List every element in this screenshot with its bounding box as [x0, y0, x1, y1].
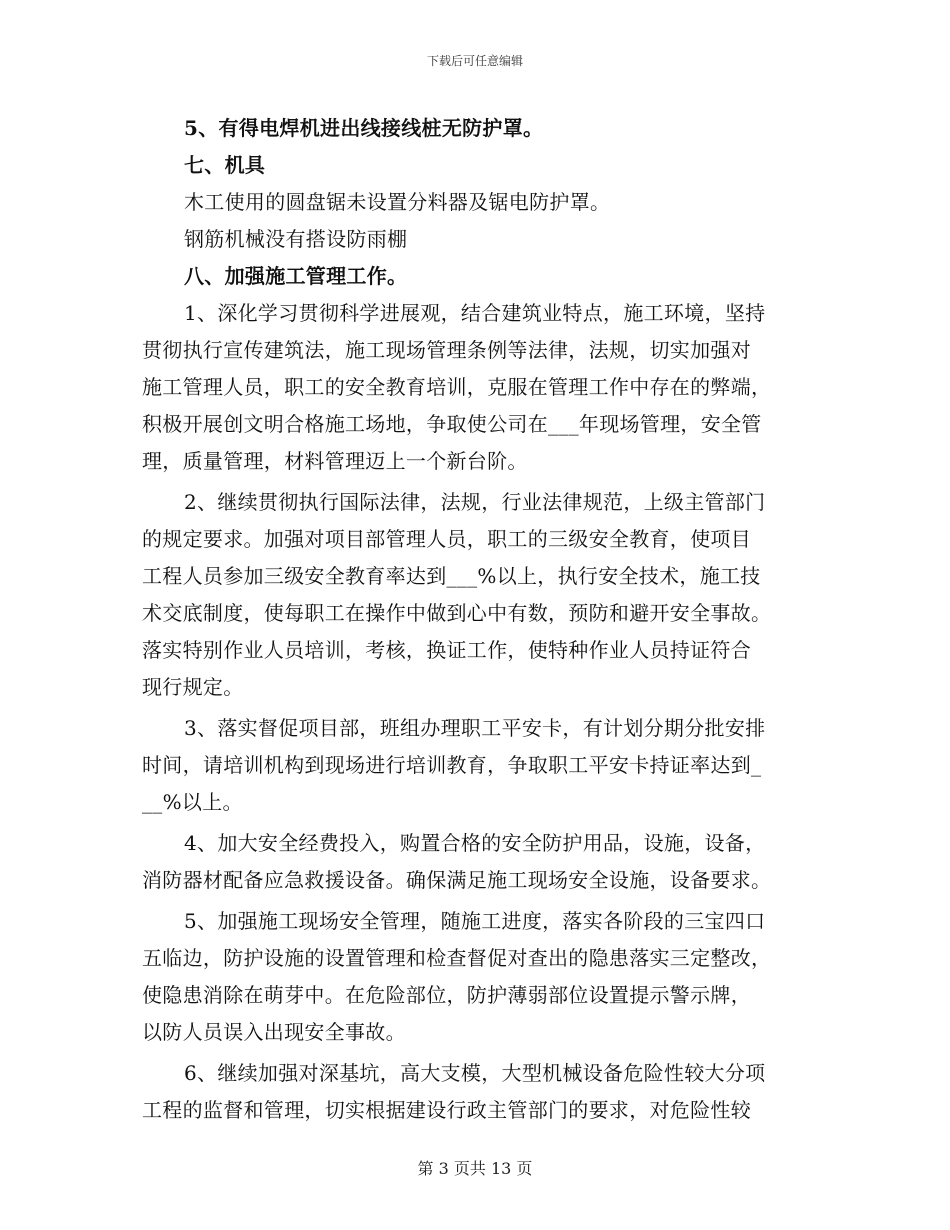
paragraph-6 — [142, 1055, 808, 1129]
paragraph-line: 3、落实督促项目部，班组办理职工平安卡，有计划分期分批安排 — [184, 716, 766, 740]
item-rebar-machine: 钢筋机械没有搭设防雨棚 — [184, 227, 408, 251]
paragraph-line: 积极开展创文明合格施工场地，争取使公司在___年现场管理，安全管 — [142, 412, 762, 436]
paragraph-line: 1、深化学习贯彻科学进展观，结合建筑业特点，施工环境，坚持 — [184, 301, 766, 325]
paragraph-line: 4、加大安全经费投入，购置合格的安全防护用品，设施，设备， — [184, 831, 766, 855]
paragraph-line: 现行规定。 — [142, 675, 244, 699]
section-heading-tools: 七、机具 — [184, 153, 266, 177]
paragraph-line: 落实特别作业人员培训，考核，换证工作，使特种作业人员持证符合 — [142, 638, 751, 662]
paragraph-3 — [142, 710, 808, 821]
paragraph-1 — [142, 295, 808, 480]
paragraph-line: 五临边，防护设施的设置管理和检查督促对查出的隐患落实三定整改， — [142, 946, 772, 970]
paragraph-line: 时间，请培训机构到现场进行培训教育，争取职工平安卡持证率达到_ — [142, 753, 762, 777]
paragraph-line: 5、加强施工现场安全管理，随施工进度，落实各阶段的三宝四口 — [184, 909, 766, 933]
paragraph-2 — [142, 484, 808, 706]
paragraph-line: 工程的监督和管理，切实根据建设行政主管部门的要求，对危险性较 — [142, 1098, 751, 1122]
paragraph-line: 使隐患消除在萌芽中。在危险部位，防护薄弱部位设置提示警示牌， — [142, 983, 751, 1007]
paragraph-line: 施工管理人员，职工的安全教育培训，克服在管理工作中存在的弊端， — [142, 375, 772, 399]
paragraph-5 — [142, 903, 808, 1051]
page-header: 下载后可任意编辑 — [426, 54, 523, 68]
paragraph-line: 6、继续加强对深基坑，高大支模，大型机械设备危险性较大分项 — [184, 1061, 766, 1085]
paragraph-line: 2、继续贯彻执行国际法律，法规，行业法律规范，上级主管部门 — [184, 490, 766, 514]
section-heading-management: 八、加强施工管理工作。 — [184, 264, 408, 288]
paragraph-line: 术交底制度，使每职工在操作中做到心中有数，预防和避开安全事故。 — [142, 601, 772, 625]
paragraph-4 — [142, 825, 808, 899]
paragraph-line: 理，质量管理，材料管理迈上一个新台阶。 — [142, 449, 528, 473]
paragraph-line: 贯彻执行宣传建筑法，施工现场管理条例等法律，法规，切实加强对 — [142, 338, 751, 362]
document-body — [142, 110, 808, 1133]
paragraph-line: 以防人员误入出现安全事故。 — [142, 1020, 406, 1044]
page-footer: 第 3 页共 13 页 — [417, 1159, 533, 1178]
paragraph-line: 的规定要求。加强对项目部管理人员，职工的三级安全教育，使项目 — [142, 527, 751, 551]
paragraph-line: 工程人员参加三级安全教育率达到___%以上，执行安全技术，施工技 — [142, 564, 761, 588]
paragraph-line: __%以上。 — [142, 790, 243, 814]
item-welder-terminal: 5、有得电焊机进出线接线桩无防护罩。 — [184, 116, 544, 140]
item-circular-saw: 木工使用的圆盘锯未设置分料器及锯电防护罩。 — [184, 190, 611, 214]
paragraph-line: 消防器材配备应急救援设备。确保满足施工现场安全设施，设备要求。 — [142, 868, 772, 892]
